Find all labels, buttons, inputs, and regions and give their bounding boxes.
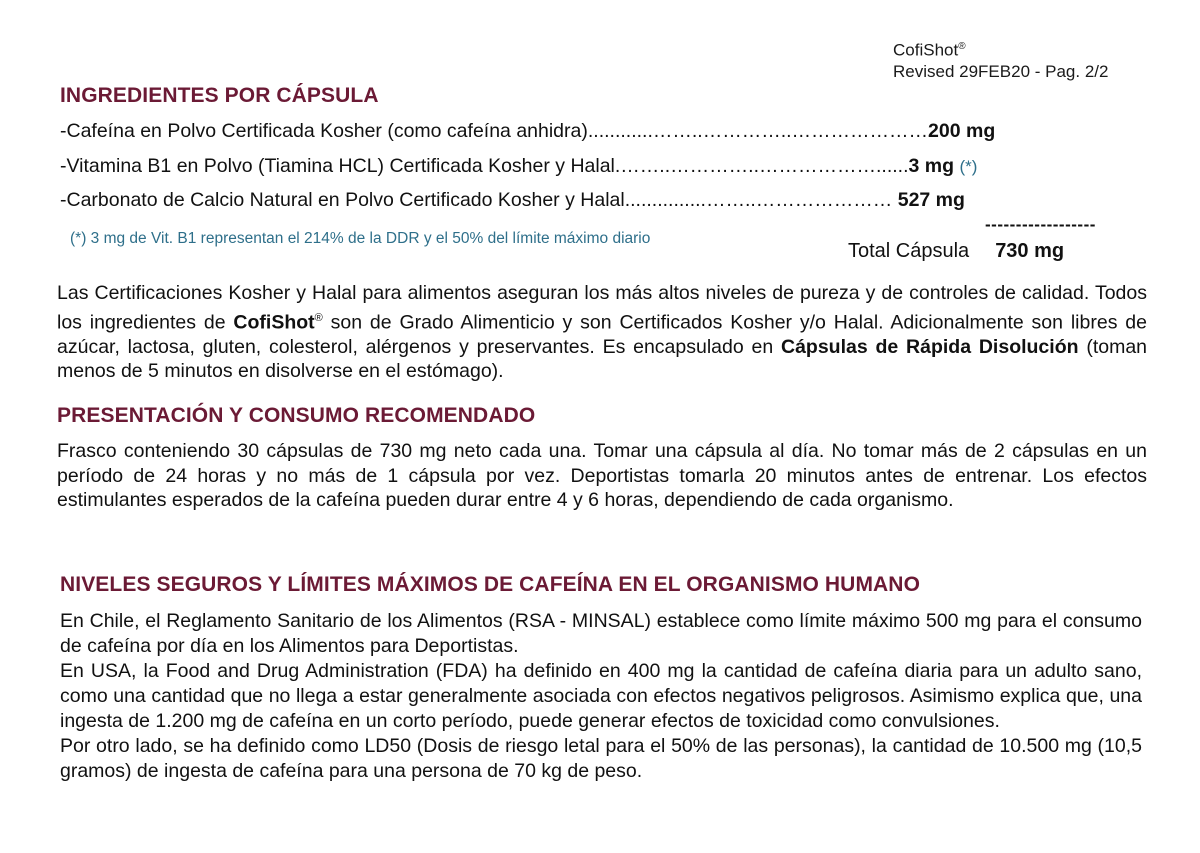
ingredient-amount: 200 mg	[928, 120, 996, 142]
footnote: (*) 3 mg de Vit. B1 representan el 214% de la DDR y el 50% del límite máximo diario	[70, 230, 651, 247]
limits-paragraph-ld50: Por otro lado, se ha definido como LD50 (Dosis de riesgo letal para el 50% de las personas), la cantidad de 10.500 mg (10,5 gramos) de ingesta de cafeína para una persona de 70 kg de peso.	[60, 735, 1142, 782]
ingredient-row	[60, 189, 965, 212]
limits-heading: NIVELES SEGUROS Y LÍMITES MÁXIMOS DE CAFEÍNA EN EL ORGANISMO HUMANO	[60, 573, 921, 596]
certifications-text-2: son de Grado Alimenticio y son Certificados Kosher y/o Halal. Adicionalmente son libres de azúcar, lactosa, gluten, colesterol, alérgenos y preservantes. Es encapsulado en	[57, 311, 1147, 358]
total-value: 730 mg	[995, 240, 1065, 262]
limits-paragraph-usa: En USA, la Food and Drug Administration (FDA) ha definido en 400 mg la cantidad de cafeína diaria para un adulto sano, como una cantidad que no llega a estar generalmente asociada con efectos negativos peligrosos. Asimismo explica que, una ingesta de 1.200 mg de cafeína en un corto período, puede generar efectos de toxicidad como convulsiones.	[60, 660, 1142, 732]
ingredient-amount: 527 mg	[897, 189, 965, 211]
capsule-type: Cápsulas de Rápida Disolución	[781, 335, 1079, 358]
presentation-text: Frasco conteniendo 30 cápsulas de 730 mg neto cada una. Tomar una cápsula al día. No tomar más de 2 cápsulas en un período de 24 horas y no más de 1 cápsula por vez. Deportistas tomarla 20 minutos antes de entrenar. Los efectos estimulantes esperados de la cafeína pueden durar entre 4 y 6 horas, dependiendo de cada organismo.	[57, 440, 1147, 511]
brand-name-inline: CofiShot	[233, 311, 315, 333]
total-row	[848, 240, 1064, 263]
limits-section	[60, 609, 1142, 784]
ingredient-row	[60, 120, 995, 143]
brand-line	[893, 36, 1108, 61]
brand-name: CofiShot	[893, 40, 959, 60]
ingredient-amount: 3 mg	[908, 155, 955, 177]
revision-line: Revised 29FEB20 - Pag. 2/2	[893, 61, 1109, 81]
limits-paragraph-chile: En Chile, el Reglamento Sanitario de los Alimentos (RSA - MINSAL) establece como límite máximo 500 mg para el consumo de cafeína por día en los Alimentos para Deportistas.	[60, 610, 1142, 657]
ingredient-text: -Vitamina B1 en Polvo (Tiamina HCL) Certificada Kosher y Halal.……..…………..………………......	[60, 155, 909, 177]
certifications-paragraph	[57, 281, 1147, 384]
footnote-mark: (*)	[959, 157, 978, 176]
registered-mark: ®	[958, 41, 966, 52]
total-label: Total Cápsula	[848, 240, 970, 262]
document-header	[893, 36, 1108, 82]
certifications-text-3: (toman menos de 5 minutos en disolverse en el estómago).	[57, 335, 1148, 382]
ingredient-text: -Cafeína en Polvo Certificada Kosher (como cafeína anhidra)............……..…………..…………………	[60, 120, 929, 142]
ingredients-heading: INGREDIENTES POR CÁPSULA	[60, 84, 379, 107]
registered-mark: ®	[314, 311, 323, 324]
ingredient-row	[60, 155, 977, 178]
presentation-heading: PRESENTACIÓN Y CONSUMO RECOMENDADO	[57, 404, 536, 427]
certifications-text-1: Las Certificaciones Kosher y Halal para alimentos aseguran los más altos niveles de pureza y de controles de calidad. Todos los ingredientes de	[57, 282, 1147, 333]
ingredient-text: -Carbonato de Calcio Natural en Polvo Certificado Kosher y Halal...............……..…………………	[60, 189, 898, 211]
total-separator: ------------------	[985, 215, 1096, 234]
presentation-paragraph	[57, 439, 1147, 513]
